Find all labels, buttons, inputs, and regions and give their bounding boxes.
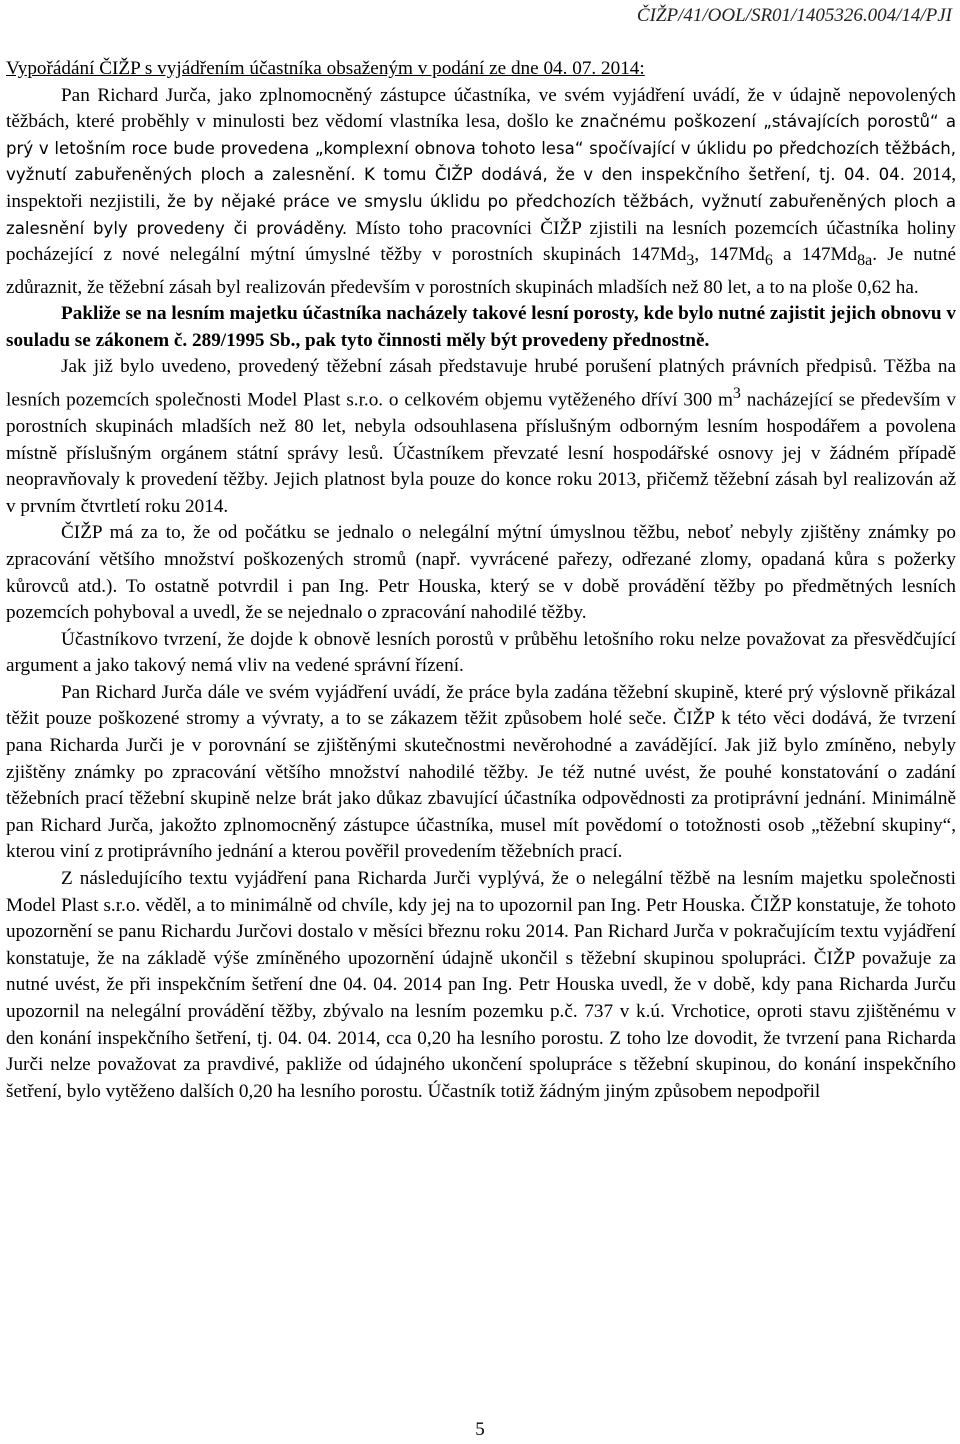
stand-subscript-1: 3 <box>686 251 695 269</box>
paragraph-1-part-d: že by nějaké práce ve smyslu úklidu po předchozích těžbách, vyžnutí zabuřeněných ploch a zalesnění byly provedeny či prováděny. <box>6 191 956 238</box>
paragraph-1-part-c: 2014, inspektoři nezjistili, <box>6 164 957 212</box>
paragraph-3-part-a: Jak již bylo uvedeno, provedený těžební zásah představuje hrubé porušení platných právních předpisů. Těžba na lesních pozemcích společnosti Model Plast s.r.o. o celkovém objemu vytěženého dříví 300 m <box>6 356 956 411</box>
paragraph-2-bold-statement: Pakliže se na lesním majetku účastníka nacházely takové lesní porosty, kde bylo nutné zajistit jejich obnovu v souladu se zákonem č. 289/1995 Sb., pak tyto činnosti měly být provedeny přednostně. <box>6 303 956 351</box>
paragraph-1-part-f: , 147Md <box>694 244 765 266</box>
paragraph-1-part-b: značnému poškození „stávajících porostů“ a prý v letošním roce bude provedena „komplexní obnova tohoto lesa“ spočívající v úklidu po předchozích těžbách, vyžnutí zabuřeněných ploch a zalesnění. K tomu ČIŽP dodává, že v den inspekčního šetření, tj. 04. 04. <box>6 112 956 185</box>
paragraph-5: Účastníkovo tvrzení, že dojde k obnově lesních porostů v průběhu letošního roku nelze považovat za přesvědčující argument a jako takový nemá vliv na vedené správní řízení. <box>6 628 956 677</box>
cubic-superscript: 3 <box>732 384 741 402</box>
paragraph-7: Z následujícího textu vyjádření pana Richarda Jurči vyplývá, že o nelegální těžbě na lesním majetku společnosti Model Plast s.r.o. věděl, a to minimálně od chvíle, kdy jej na to upozornil pan Ing. Petr Houska. ČIŽP konstatuje, že tohoto upozornění se panu Richardu Jurčovi dostalo v měsíci březnu roku 2014. Pan Richard Jurča v pokračujícím textu vyjádření konstatuje, že na základě výše zmíněného upozornění údajně ukončil s těžební skupinou spolupráci. ČIŽP považuje za nutné uvést, že při inspekčním šetření dne 04. 04. 2014 pan Ing. Petr Houska uvedl, že v době, kdy pana Richarda Jurču upozornil na nelegální provádění těžby, zbývalo na lesním pozemku p.č. 737 v k.ú. Vrchotice, oproti stavu zjištěnému v den konání inspekčního šetření, tj. 04. 04. 2014, cca 0,20 ha lesního porostu. Z toho lze dovodit, že tvrzení pana Richarda Jurči nelze považovat za pravdivé, pakliže od údajného ukončení spolupráce s těžební skupinou, do konání inspekčního šetření, bylo vytěženo dalších 0,20 ha lesního porostu. Účastník totiž žádným jiným způsobem nepodpořil <box>6 868 956 1102</box>
paragraph-4: ČIŽP má za to, že od počátku se jednalo o nelegální mýtní úmyslnou těžbu, neboť nebyly zjištěny známky po zpracování většího množství poškozených stromů (např. vyvrácené pařezy, odřezané zlomy, opadaná kůra s požerky kůrovců atd.). To ostatně potvrdil i pan Ing. Petr Houska, který se v době provádění těžby po předmětných lesních pozemcích pohyboval a uvedl, že se nejednalo o zpracování nahodilé těžby. <box>6 522 956 624</box>
document-body <box>6 56 956 1105</box>
paragraph-3 <box>6 354 956 520</box>
paragraph-3-part-b: nacházející se především v porostních skupinách mladších než 80 let, nebyla odsouhlasena příslušným odborným lesním hospodářem a povolena místně příslušným orgánem státní správy lesů. Účastníkem převzaté lesní hospodářské osnovy jej v žádném případě neopravňovaly k provedení těžby. Jejich platnost byla pouze do konce roku 2013, přičemž těžební zásah byl realizován až v prvním čtvrtletí roku 2014. <box>6 389 956 517</box>
stand-subscript-3: 8a <box>857 251 873 269</box>
paragraph-1-part-e: Místo toho pracovníci ČIŽP zjistili na lesních pozemcích účastníka holiny pocházející z nové nelegální mýtní úmyslné těžby v porostních skupinách 147Md <box>6 217 957 266</box>
paragraph-6: Pan Richard Jurča dále ve svém vyjádření uvádí, že práce byla zadána těžební skupině, které prý výslovně přikázal těžit pouze poškozené stromy a vývraty, a to se zákazem těžit způsobem holé seče. ČIŽP k této věci dodává, že tvrzení pana Richarda Jurči je v porovnání se zjištěnými skutečnostmi nevěrohodné a zavádějící. Jak již bylo zmíněno, nebyly zjištěny známky po zpracování většího množství nahodilé těžby. Je též nutné uvést, že pouhé konstatování o zadání těžebních prací těžební skupině nelze brát jako důkaz zbavující účastníka odpovědnosti za protiprávní jednání. Minimálně pan Richard Jurča, jakožto zplnomocněný zástupce účastníka, musel mít povědomí o totožnosti osob „těžební skupiny“, kterou viní z protiprávního jednání a kterou pověřil provedením těžebních prací. <box>6 681 956 863</box>
section-heading: Vypořádání ČIŽP s vyjádřením účastníka obsaženým v podání ze dne 04. 07. 2014: <box>6 58 645 79</box>
page-number: 5 <box>475 1419 485 1440</box>
paragraph-1 <box>6 83 956 302</box>
paragraph-1-part-g: a 147Md <box>772 244 858 266</box>
document-reference-id: ČIŽP/41/OOL/SR01/1405326.004/14/PJI <box>636 5 952 26</box>
paragraph-1-part-a: Pan Richard Jurča, jako zplnomocněný zástupce účastníka, ve svém vyjádření uvádí, že v údajně nepovolených těžbách, které proběhly v minulosti bez vědomí vlastníka lesa, došlo ke <box>6 84 956 133</box>
stand-subscript-2: 6 <box>764 251 773 269</box>
paragraph-1-part-h: . Je nutné zdůraznit, že těžební zásah byl realizován především v porostních skupinách mladších než 80 let, a to na ploše 0,62 ha. <box>6 244 957 298</box>
